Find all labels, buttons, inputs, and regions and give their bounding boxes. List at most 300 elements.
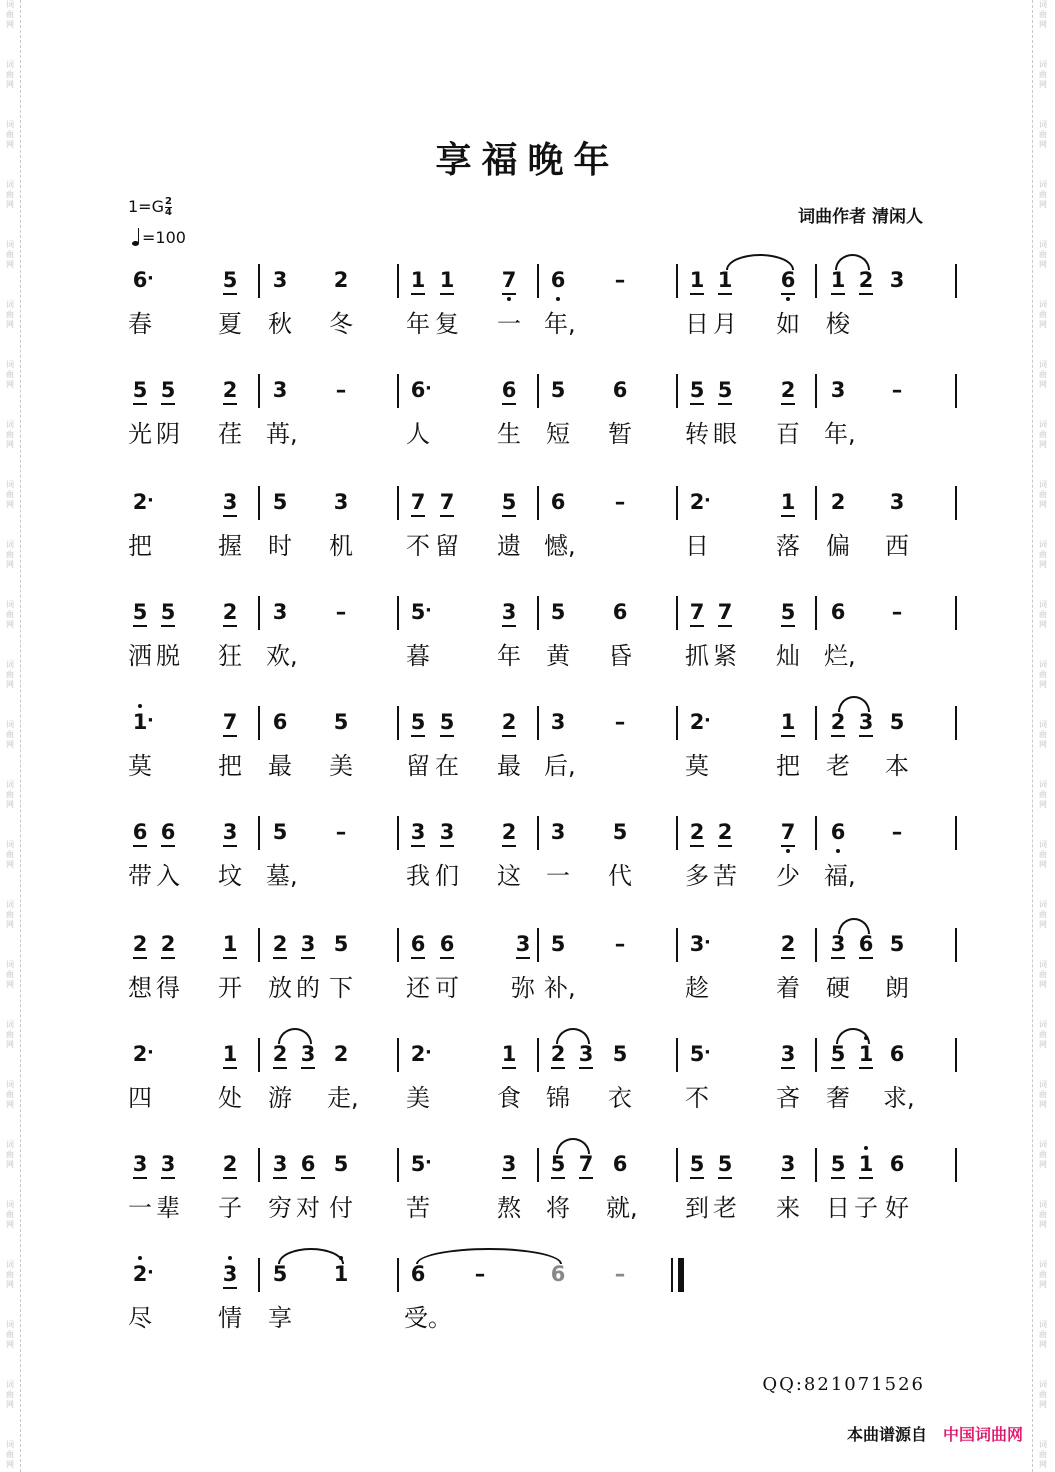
lyric: 复 [435, 310, 459, 338]
lyric: 穷 [268, 1194, 292, 1222]
note: 1 [437, 268, 457, 292]
barline [815, 596, 817, 630]
final-barline [678, 1258, 684, 1292]
song-title: 享福晚年 [435, 140, 620, 181]
barline [258, 1038, 260, 1072]
lyric: 脱 [156, 642, 180, 670]
lyric: 受。 [404, 1304, 452, 1332]
lyric: 偏 [826, 532, 850, 560]
note: 1 [856, 1152, 876, 1176]
note: 6 [298, 1152, 318, 1176]
note: 6 [550, 490, 566, 514]
barline [397, 264, 399, 298]
note: 1 [828, 268, 848, 292]
note: 5 [220, 268, 240, 292]
note: 5 [548, 1152, 568, 1176]
lyric: 子 [218, 1194, 242, 1222]
lyric: 子 [854, 1194, 878, 1222]
score-line [0, 1034, 1055, 1144]
note: 3 [499, 1152, 519, 1176]
note: 6 [828, 820, 848, 844]
lyric: 留 [435, 532, 459, 560]
lyric: 这 [497, 862, 521, 890]
lyric: 苦 [406, 1194, 430, 1222]
lyric: 握 [218, 532, 242, 560]
note: 1 [220, 932, 240, 956]
lyric: 们 [435, 862, 459, 890]
lyric: 美 [406, 1084, 430, 1112]
lyric: 欢, [266, 642, 298, 670]
rest-dash: – [614, 1262, 626, 1286]
watermark-mark: 词 曲 网 [6, 480, 14, 509]
lyric: 莫 [685, 752, 709, 780]
rest-dash: – [891, 378, 903, 402]
note: 5 [828, 1152, 848, 1176]
note: 5 · [408, 600, 428, 624]
key-signature [128, 197, 172, 218]
rest-dash: – [891, 820, 903, 844]
lyric: 到 [685, 1194, 709, 1222]
barline [676, 374, 678, 408]
barline [537, 1038, 539, 1072]
notes-row [0, 812, 1055, 852]
note: 3 [550, 710, 566, 734]
barline [397, 706, 399, 740]
lyric: 辈 [156, 1194, 180, 1222]
note: 5 [158, 600, 178, 624]
note: 7 [687, 600, 707, 624]
watermark-mark: 词 曲 网 [6, 1080, 14, 1109]
watermark-mark: 词 曲 网 [6, 180, 14, 209]
note: 3 [298, 1042, 318, 1066]
watermark-mark: 词 曲 网 [6, 540, 14, 569]
lyric: 吝 [776, 1084, 800, 1112]
watermark-mark: 词 曲 网 [6, 60, 14, 89]
lyric: 百 [776, 420, 800, 448]
note: 1 [408, 268, 428, 292]
lyric: 最 [268, 752, 292, 780]
barline [258, 486, 260, 520]
lyric: 福, [824, 862, 856, 890]
lyric: 美 [329, 752, 353, 780]
note: 5 [687, 1152, 707, 1176]
qq-contact: QQ:821071526 [762, 1374, 925, 1395]
lyric: 带 [128, 862, 152, 890]
note: 3 [778, 1152, 798, 1176]
note: 5 · [687, 1042, 707, 1066]
note: 5 [333, 932, 349, 956]
barline [955, 1038, 957, 1072]
note: 1 [687, 268, 707, 292]
lyric: 月 [713, 310, 737, 338]
note: 6 [550, 1262, 566, 1286]
lyric: 奢 [826, 1084, 850, 1112]
note: 2 [830, 490, 846, 514]
watermark-mark: 词 曲 网 [6, 840, 14, 869]
barline [676, 264, 678, 298]
lyric: 春 [128, 310, 152, 338]
note: 2 · [408, 1042, 428, 1066]
watermark-mark: 词 曲 网 [6, 900, 14, 929]
barline [676, 706, 678, 740]
watermark-mark: 词 曲 网 [1039, 660, 1047, 689]
note: 5 [333, 710, 349, 734]
watermark-mark: 词 曲 网 [6, 0, 14, 29]
note: 5 [612, 820, 628, 844]
notes-row [0, 1254, 1055, 1294]
lyric: 衣 [608, 1084, 632, 1112]
barline [676, 596, 678, 630]
note: 7 [576, 1152, 596, 1176]
note: 2 · [687, 710, 707, 734]
note: 3 [220, 490, 240, 514]
lyric: 年, [544, 310, 576, 338]
lyric: 享 [268, 1304, 292, 1332]
watermark-mark: 词 曲 网 [6, 1260, 14, 1289]
rest-dash: – [614, 932, 626, 956]
barline [258, 374, 260, 408]
note: 1 [778, 490, 798, 514]
note: 5 [778, 600, 798, 624]
lyric: 情 [218, 1304, 242, 1332]
tempo-label: =100 [142, 228, 186, 247]
barline [676, 486, 678, 520]
lyric: 墓, [266, 862, 298, 890]
barline [397, 374, 399, 408]
note: 5 [272, 1262, 288, 1286]
lyric: 熬 [497, 1194, 521, 1222]
lyric: 可 [435, 974, 459, 1002]
watermark-mark: 词 曲 网 [1039, 600, 1047, 629]
rest-dash: – [614, 710, 626, 734]
note: 2 · [130, 490, 150, 514]
score-line [0, 924, 1055, 1034]
note: 3 [576, 1042, 596, 1066]
barline [955, 596, 957, 630]
lyric: 多 [685, 862, 709, 890]
watermark-mark: 词 曲 网 [6, 300, 14, 329]
time-signature [165, 197, 172, 218]
note: 6 [158, 820, 178, 844]
note: 5 · [408, 1152, 428, 1176]
barline [397, 1148, 399, 1182]
watermark-mark: 词 曲 网 [6, 1320, 14, 1349]
note: 3 [158, 1152, 178, 1176]
watermark-mark: 词 曲 网 [1039, 540, 1047, 569]
note: 5 [612, 1042, 628, 1066]
note: 2 [687, 820, 707, 844]
note: 3 [889, 268, 905, 292]
lyric: 游 [268, 1084, 292, 1112]
barline [676, 928, 678, 962]
note: 3 [220, 820, 240, 844]
watermark-mark: 词 曲 网 [6, 660, 14, 689]
note: 1 [715, 268, 735, 292]
watermark-mark: 词 曲 网 [1039, 1200, 1047, 1229]
lyric: 狂 [218, 642, 242, 670]
lyric: 不 [406, 532, 430, 560]
notes-row [0, 592, 1055, 632]
lyric: 时 [268, 532, 292, 560]
rest-dash: – [335, 378, 347, 402]
score-line [0, 1144, 1055, 1254]
note: 1 [220, 1042, 240, 1066]
watermark-mark: 词 曲 网 [6, 960, 14, 989]
lyric: 机 [329, 532, 353, 560]
watermark-mark: 词 曲 网 [1039, 1020, 1047, 1049]
note: 2 [270, 932, 290, 956]
barline [537, 706, 539, 740]
watermark-mark: 词 曲 网 [1039, 1080, 1047, 1109]
note: 1 [499, 1042, 519, 1066]
rest-dash: – [891, 600, 903, 624]
lyric: 遗 [497, 532, 521, 560]
barline [397, 928, 399, 962]
lyric: 食 [497, 1084, 521, 1112]
lyric: 就, [606, 1194, 638, 1222]
note: 5 [550, 378, 566, 402]
note: 5 [130, 378, 150, 402]
lyric: 暂 [608, 420, 632, 448]
lyric: 下 [329, 974, 353, 1002]
note: 2 [828, 710, 848, 734]
barline [258, 596, 260, 630]
tempo-marking [132, 228, 186, 247]
barline [537, 374, 539, 408]
lyric: 紧 [713, 642, 737, 670]
barline [258, 264, 260, 298]
lyric: 放 [268, 974, 292, 1002]
lyric: 秋 [268, 310, 292, 338]
note: 5 [889, 710, 905, 734]
barline [815, 264, 817, 298]
time-numerator: 2 [164, 196, 172, 207]
note: 5 [550, 932, 566, 956]
lyric: 本 [885, 752, 909, 780]
note: 5 [828, 1042, 848, 1066]
watermark-mark: 词 曲 网 [6, 120, 14, 149]
watermark-mark: 词 曲 网 [6, 600, 14, 629]
note: 5 [715, 378, 735, 402]
watermark-mark: 词 曲 网 [6, 1380, 14, 1409]
score-line [0, 1254, 1055, 1364]
note: 6 [612, 378, 628, 402]
note: 5 [437, 710, 457, 734]
lyric: 入 [156, 862, 180, 890]
barline [815, 928, 817, 962]
note: 6 [499, 378, 519, 402]
barline [815, 374, 817, 408]
lyric: 落 [776, 532, 800, 560]
watermark-mark: 词 曲 网 [1039, 480, 1047, 509]
note: 3 [272, 378, 288, 402]
note: 6 [410, 1262, 426, 1286]
lyric: 日 [685, 532, 709, 560]
note: 6 [889, 1042, 905, 1066]
note: 2 [499, 820, 519, 844]
barline [676, 1038, 678, 1072]
score-line [0, 702, 1055, 812]
lyric: 朗 [885, 974, 909, 1002]
lyric: 最 [497, 752, 521, 780]
lyric: 一 [546, 862, 570, 890]
barline [397, 816, 399, 850]
watermark-mark: 词 曲 网 [1039, 780, 1047, 809]
note: 3 [889, 490, 905, 514]
note: 6 [830, 600, 846, 624]
score-line [0, 260, 1055, 370]
note: 3 [220, 1262, 240, 1286]
lyric: 烂, [824, 642, 856, 670]
barline [815, 706, 817, 740]
note: 5 [889, 932, 905, 956]
note: 2 [130, 932, 150, 956]
note: 5 [715, 1152, 735, 1176]
barline [258, 1148, 260, 1182]
rest-dash: – [474, 1262, 486, 1286]
watermark-mark: 词 曲 网 [6, 1440, 14, 1469]
lyric: 对 [296, 1194, 320, 1222]
lyric: 昏 [608, 642, 632, 670]
watermark-mark: 词 曲 网 [1039, 180, 1047, 209]
watermark-mark: 词 曲 网 [1039, 960, 1047, 989]
note: 2 [158, 932, 178, 956]
watermark-mark: 词 曲 网 [1039, 1260, 1047, 1289]
note: 2 [856, 268, 876, 292]
note: 6 [437, 932, 457, 956]
note: 5 [333, 1152, 349, 1176]
note: 5 [158, 378, 178, 402]
watermark-mark: 词 曲 网 [1039, 1380, 1047, 1409]
barline [397, 596, 399, 630]
lyric: 西 [885, 532, 909, 560]
note: 1 [778, 710, 798, 734]
watermark-mark: 词 曲 网 [1039, 1440, 1047, 1469]
lyric: 老 [713, 1194, 737, 1222]
lyric: 将 [546, 1194, 570, 1222]
score-line [0, 592, 1055, 702]
lyric: 阴 [156, 420, 180, 448]
note: 7 [220, 710, 240, 734]
note: 3 · [687, 932, 707, 956]
barline [955, 1148, 957, 1182]
lyric: 少 [776, 862, 800, 890]
watermark-mark: 词 曲 网 [1039, 720, 1047, 749]
watermark-mark: 词 曲 网 [1039, 60, 1047, 89]
barline [676, 816, 678, 850]
lyric: 锦 [546, 1084, 570, 1112]
lyric: 人 [406, 420, 430, 448]
note: 7 [715, 600, 735, 624]
notes-row [0, 370, 1055, 410]
time-denominator: 4 [164, 207, 172, 218]
lyric: 黄 [546, 642, 570, 670]
watermark-mark: 词 曲 网 [1039, 1140, 1047, 1169]
source-credit [847, 1422, 1023, 1445]
lyric: 把 [128, 532, 152, 560]
watermark-mark: 词 曲 网 [6, 780, 14, 809]
note: 1 [856, 1042, 876, 1066]
note: 6 · [130, 268, 150, 292]
barline [537, 264, 539, 298]
note: 3 [333, 490, 349, 514]
lyric: 尽 [128, 1304, 152, 1332]
lyric: 把 [218, 752, 242, 780]
lyric: 留 [406, 752, 430, 780]
note: 3 [499, 600, 519, 624]
barline [258, 928, 260, 962]
lyric: 好 [885, 1194, 909, 1222]
notes-row [0, 924, 1055, 964]
watermark-mark: 词 曲 网 [6, 1140, 14, 1169]
note: 3 [550, 820, 566, 844]
source-site-link[interactable]: 中国词曲网 [942, 1425, 1023, 1444]
note: 2 [715, 820, 735, 844]
lyric: 荏 [218, 420, 242, 448]
notes-row [0, 260, 1055, 300]
lyric: 憾, [544, 532, 576, 560]
watermark-mark: 词 曲 网 [1039, 240, 1047, 269]
lyric: 年 [497, 642, 521, 670]
note: 3 [130, 1152, 150, 1176]
lyric: 夏 [218, 310, 242, 338]
note: 2 · [687, 490, 707, 514]
notes-row [0, 1144, 1055, 1184]
key-label: 1=G [128, 197, 164, 216]
watermark-mark: 词 曲 网 [1039, 900, 1047, 929]
lyric: 苦 [713, 862, 737, 890]
note: 1 · [130, 710, 150, 734]
notes-row [0, 482, 1055, 522]
note: 5 [130, 600, 150, 624]
lyric: 我 [406, 862, 430, 890]
lyric: 的 [296, 974, 320, 1002]
barline [537, 1148, 539, 1182]
note: 2 [220, 378, 240, 402]
note: 7 [408, 490, 428, 514]
lyric: 苒, [266, 420, 298, 448]
barline [397, 1258, 399, 1292]
note: 6 [272, 710, 288, 734]
watermark-mark: 词 曲 网 [6, 720, 14, 749]
lyric: 灿 [776, 642, 800, 670]
barline [676, 1148, 678, 1182]
barline [955, 486, 957, 520]
note: 6 [548, 268, 568, 292]
lyric: 付 [329, 1194, 353, 1222]
lyric: 不 [685, 1084, 709, 1112]
note: 6 [612, 1152, 628, 1176]
note: 3 [856, 710, 876, 734]
barline [955, 928, 957, 962]
lyric: 四 [128, 1084, 152, 1112]
score-line [0, 482, 1055, 592]
note: 3 [272, 268, 288, 292]
note: 2 · [130, 1042, 150, 1066]
note: 3 [437, 820, 457, 844]
lyric: 转 [685, 420, 709, 448]
lyric: 把 [776, 752, 800, 780]
lyric: 弥 [511, 974, 535, 1002]
barline [955, 374, 957, 408]
note: 5 [499, 490, 519, 514]
lyric: 一 [497, 310, 521, 338]
note: 2 [333, 1042, 349, 1066]
lyric: 在 [435, 752, 459, 780]
watermark-mark: 词 曲 网 [1039, 0, 1047, 29]
lyric: 光 [128, 420, 152, 448]
barline [537, 816, 539, 850]
